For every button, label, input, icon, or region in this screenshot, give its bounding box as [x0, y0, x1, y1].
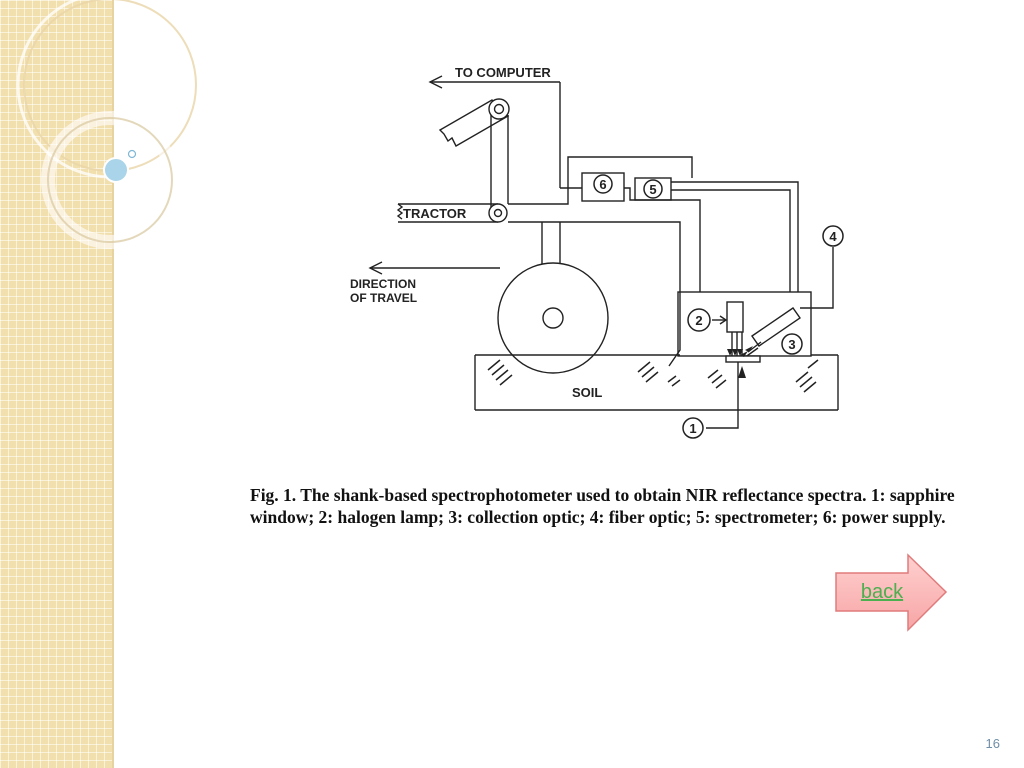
component-1-label: 1: [689, 421, 697, 436]
component-6-label: 6: [599, 177, 607, 192]
component-4-label: 4: [829, 229, 837, 244]
page-number: 16: [985, 736, 1000, 751]
component-5-label: 5: [649, 182, 657, 197]
back-button[interactable]: [834, 553, 950, 633]
to-computer-label: TO COMPUTER: [455, 65, 551, 80]
back-link[interactable]: back: [860, 581, 904, 603]
soil-label: SOIL: [572, 385, 603, 400]
tractor-label: TRACTOR: [403, 206, 467, 221]
component-3-label: 3: [788, 337, 796, 352]
component-2-label: 2: [695, 313, 703, 328]
direction-label-line2: OF TRAVEL: [350, 291, 418, 305]
spectrophotometer-diagram: [340, 60, 860, 445]
figure-caption: Fig. 1. The shank-based spectrophotometer used to obtain NIR reflectance spectra. 1: sapphire window; 2: halogen lamp; 3: collection optic; 4: fiber optic; 5: spectrometer; 6: power supply.: [250, 485, 955, 527]
direction-label-line1: DIRECTION: [350, 277, 416, 291]
decorative-rings: [0, 0, 200, 260]
